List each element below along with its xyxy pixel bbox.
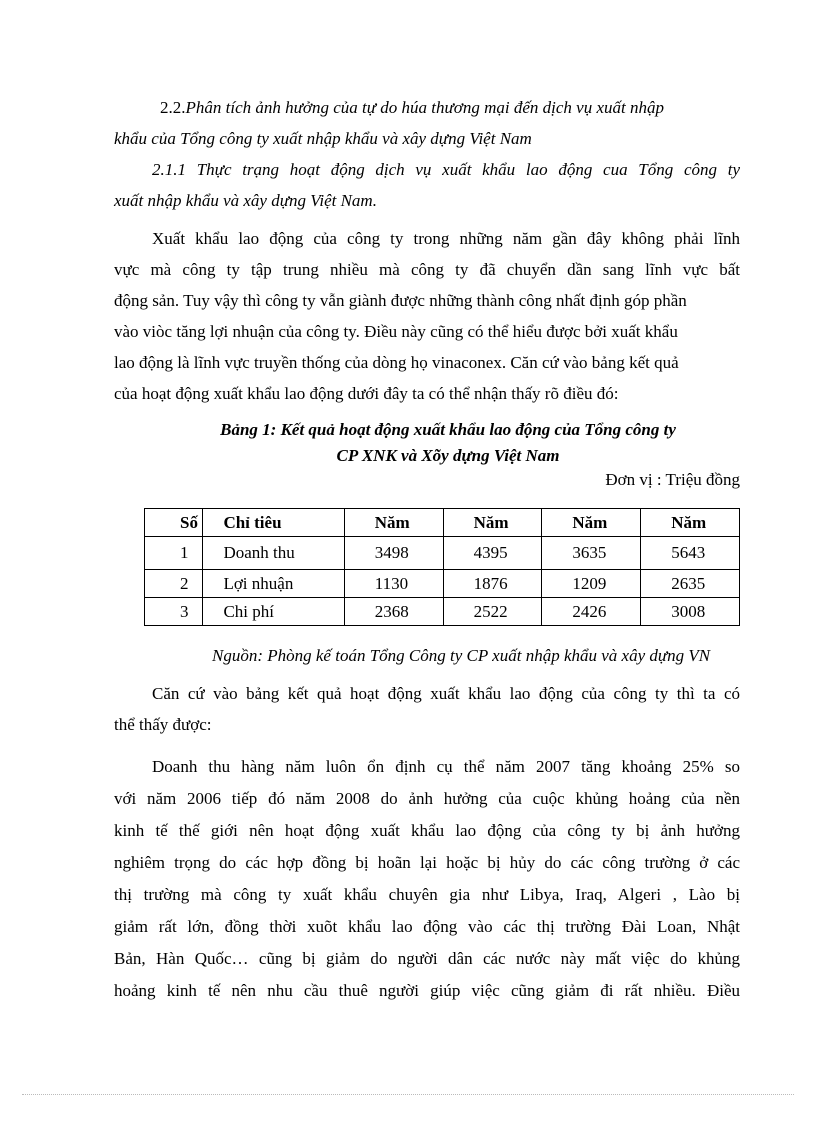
cell-indicator: Doanh thu xyxy=(203,537,344,570)
paragraph3-line: thị trường mà công ty xuất khẩu chuyên gia như Libya, Iraq, Algeri , Lào bị xyxy=(114,885,740,904)
cell-indicator: Chi phí xyxy=(203,598,344,626)
cell-value: 1209 xyxy=(542,570,641,598)
header-year: Năm xyxy=(443,509,542,537)
cell-value: 3635 xyxy=(542,537,641,570)
cell-value: 2426 xyxy=(542,598,641,626)
paragraph3-line: hoảng kinh tế nên nhu cầu thuê người giúp việc cũng giảm đi rất nhiều. Điều xyxy=(114,981,740,1000)
results-table xyxy=(144,508,740,626)
subsection-heading-line2: xuất nhập khẩu và xây dựng Việt Nam. xyxy=(114,191,377,210)
page-footer-divider xyxy=(22,1094,794,1095)
paragraph1-line: vào viòc tăng lợi nhuận của công ty. Điều này cũng có thể hiểu được bởi xuất khẩu xyxy=(114,322,678,341)
header-indicator: Chỉ tiêu xyxy=(203,509,344,537)
paragraph2-line: thể thấy được: xyxy=(114,715,212,734)
cell-value: 1130 xyxy=(344,570,443,598)
paragraph1-line: vực mà công ty tập trung nhiều mà công ty đã chuyển dần sang lĩnh vực bất xyxy=(114,260,740,279)
cell-value: 5643 xyxy=(641,537,740,570)
cell-value: 3008 xyxy=(641,598,740,626)
table-caption-line1: Bảng 1: Kết quả hoạt động xuất khẩu lao động của Tổng công ty xyxy=(220,420,676,439)
paragraph3-line: nghiêm trọng do các hợp đồng bị hoãn lại hoặc bị hủy do các công trường ở các xyxy=(114,853,740,872)
paragraph3-line: giảm rất lớn, đồng thời xuõt khẩu lao động vào các thị trường Đài Loan, Nhật xyxy=(114,917,740,936)
paragraph3-line: kinh tế thế giới nên hoạt động xuất khẩu lao động của công ty bị ảnh hưởng xyxy=(114,821,740,840)
paragraph3-line: Bản, Hàn Quốc… cũng bị giảm do người dân các nước này mất việc do khủng xyxy=(114,949,740,968)
table-caption-line2: CP XNK và Xõy dựng Việt Nam xyxy=(336,446,560,465)
unit-label: Đơn vị : Triệu đồng xyxy=(605,470,740,489)
table-row xyxy=(145,598,740,626)
paragraph1-line: của hoạt động xuất khẩu lao động dưới đây ta có thể nhận thấy rõ điều đó: xyxy=(114,384,619,403)
table-header-row xyxy=(145,509,740,537)
cell-value: 4395 xyxy=(443,537,542,570)
cell-value: 2368 xyxy=(344,598,443,626)
cell-value: 2635 xyxy=(641,570,740,598)
cell-no: 1 xyxy=(145,537,203,570)
paragraph3-line: với năm 2006 tiếp đó năm 2008 do ảnh hưởng của cuộc khủng hoảng của nền xyxy=(114,789,740,808)
table-source: Nguồn: Phòng kế toán Tổng Công ty CP xuất nhập khẩu và xây dựng VN xyxy=(212,646,711,665)
cell-value: 2522 xyxy=(443,598,542,626)
section-heading-line1 xyxy=(160,98,740,118)
cell-indicator: Lợi nhuận xyxy=(203,570,344,598)
cell-no: 2 xyxy=(145,570,203,598)
paragraph1-line: lao động là lĩnh vực truyền thống của dòng họ vinaconex. Căn cứ vào bảng kết quả xyxy=(114,353,679,372)
table-row xyxy=(145,537,740,570)
subsection-heading-line1: 2.1.1 Thực trạng hoạt động dịch vụ xuất khẩu lao động cua Tổng công ty xyxy=(152,160,740,179)
header-year: Năm xyxy=(542,509,641,537)
cell-no: 3 xyxy=(145,598,203,626)
table-row xyxy=(145,570,740,598)
paragraph1-line: động sản. Tuy vậy thì công ty vẫn giành được những thành công nhất định góp phần xyxy=(114,291,687,310)
paragraph3-line: Doanh thu hàng năm luôn ổn định cụ thể năm 2007 tăng khoảng 25% so xyxy=(152,757,740,776)
header-year: Năm xyxy=(344,509,443,537)
paragraph1-line: Xuất khẩu lao động của công ty trong những năm gần đây không phải lĩnh xyxy=(152,229,740,248)
section-number: 2.2. xyxy=(160,98,186,117)
section-heading-line2: khẩu của Tổng công ty xuất nhập khẩu và xây dựng Việt Nam xyxy=(114,129,532,148)
paragraph2-line: Căn cứ vào bảng kết quả hoạt động xuất khẩu lao động của công ty thì ta có xyxy=(152,684,740,703)
header-no: Số xyxy=(145,509,203,537)
section-title-part1: Phân tích ảnh hưởng của tự do húa thương mại đến dịch vụ xuất nhập xyxy=(185,98,664,117)
cell-value: 1876 xyxy=(443,570,542,598)
cell-value: 3498 xyxy=(344,537,443,570)
header-year: Năm xyxy=(641,509,740,537)
